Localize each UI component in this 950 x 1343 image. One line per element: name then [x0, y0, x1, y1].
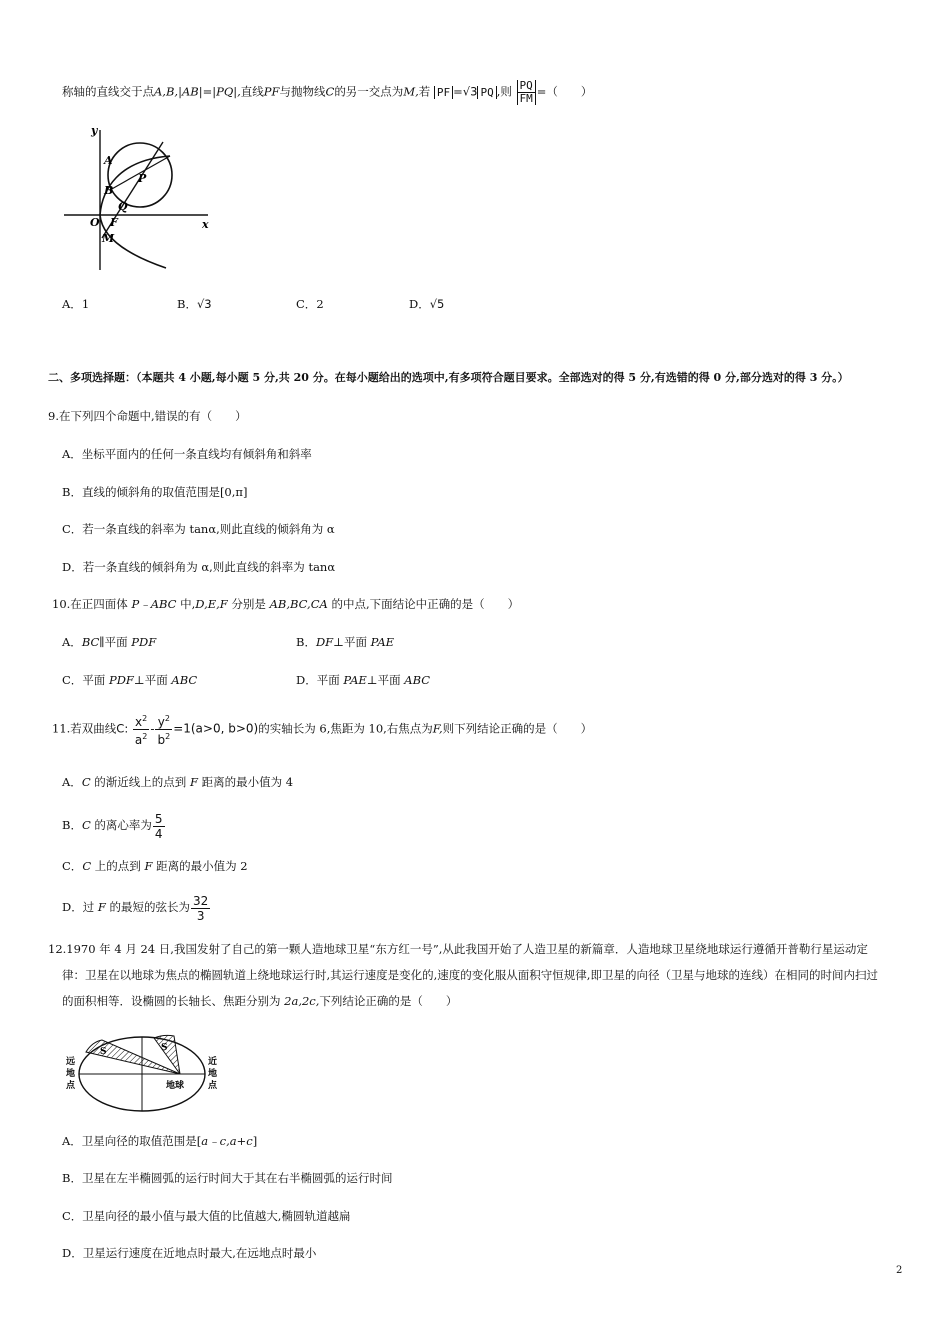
- q8-figure: [58, 120, 228, 280]
- svg-text:S: S: [100, 1047, 107, 1057]
- q10-option-b[interactable]: B．DF⊥平面 PAE: [296, 635, 395, 649]
- svg-text:A: A: [104, 154, 113, 167]
- q11-stem: 11.若双曲线C: $\frac{x^2}{a^2}$ - $\frac{y^2}{b^2}$ =1(a>0, b>0)的实轴长为 6,焦距为 10,右焦点为F,则下列结论正确的是（ ）: [52, 714, 593, 747]
- svg-text:F: F: [110, 216, 118, 229]
- page-number: 2: [896, 1265, 903, 1276]
- svg-text:地: 地: [66, 1069, 76, 1079]
- q12-option-b[interactable]: B．卫星在左半椭圆弧的运行时间大于其在右半椭圆弧的运行时间: [62, 1171, 393, 1185]
- q11-option-a[interactable]: A．C 的渐近线上的点到 F 距离的最小值为 4: [62, 775, 294, 789]
- q8-fraction: $\frac{PQ}{FM}$: [517, 80, 536, 105]
- section2-heading: 二、多项选择题：（本题共 4 小题,每小题 5 分,共 20 分。在每小题给出的选项中,有多项符合题目要求。全部选对的得 5 分,有选错的得 0 分,部分选对的得 3 分。）: [48, 371, 849, 384]
- q11-option-d[interactable]: D．过 F 的最短的弦长为 $\frac{32}{3}$: [62, 893, 209, 923]
- svg-text:点: 点: [66, 1081, 76, 1091]
- svg-text:B: B: [104, 184, 114, 197]
- q12-line2: 律：卫星在以地球为焦点的椭圆轨道上绕地球运行时,其运行速度是变化的,速度的变化服从面积守恒规律,即卫星的向径（卫星与地球的连线）在相同的时间内扫过: [62, 968, 878, 982]
- svg-text:S: S: [161, 1043, 168, 1053]
- svg-text:近: 近: [208, 1057, 218, 1067]
- q12-option-a[interactable]: A．卫星向径的取值范围是[a﹣c,a+c]: [62, 1134, 258, 1148]
- svg-text:Q: Q: [118, 200, 128, 213]
- q9-option-b[interactable]: B．直线的倾斜角的取值范围是[0,π]: [62, 485, 248, 499]
- q12-figure: [62, 1022, 222, 1118]
- q10-option-a[interactable]: A．BC∥平面 PDF: [62, 635, 157, 649]
- q10-option-d[interactable]: D．平面 PAE⊥平面 ABC: [296, 673, 431, 687]
- q12-option-c[interactable]: C．卫星向径的最小值与最大值的比值越大,椭圆轨道越扁: [62, 1209, 351, 1223]
- svg-text:地球: 地球: [166, 1081, 185, 1091]
- parabola: [100, 156, 170, 268]
- q8-option-a[interactable]: A．1: [62, 297, 90, 311]
- svg-text:y: y: [91, 124, 98, 137]
- q12-line1: 12.1970 年 4 月 24 日,我国发射了自己的第一颗人造地球卫星“东方红一号”,从此我国开始了人造卫星的新篇章．人造地球卫星绕地球运行遵循开普勒行星运动定: [48, 942, 868, 956]
- svg-text:地: 地: [208, 1069, 218, 1079]
- q11-option-b[interactable]: B．C 的离心率为 $\frac{5}{4}$: [62, 811, 163, 841]
- svg-text:x: x: [202, 218, 209, 231]
- q8-stem: 称轴的直线交于点A,B,|AB|=|PQ|,直线PF与抛物线C的另一交点为M,若 PF =√3 PQ ,则 $\frac{PQ}{FM}$ =（ ）: [62, 79, 593, 105]
- q11-option-c[interactable]: C．C 上的点到 F 距离的最小值为 2: [62, 859, 248, 873]
- q9-option-a[interactable]: A．坐标平面内的任何一条直线均有倾斜角和斜率: [62, 447, 312, 461]
- q9-option-c[interactable]: C．若一条直线的斜率为 tanα,则此直线的倾斜角为 α: [62, 522, 335, 536]
- svg-text:M: M: [102, 232, 115, 245]
- q10-stem: 10.在正四面体 P﹣ABC 中,D,E,F 分别是 AB,BC,CA 的中点,下面结论中正确的是（ ）: [52, 597, 520, 611]
- q12-line3: 的面积相等．设椭圆的长轴长、焦距分别为 2a,2c,下列结论正确的是（ ）: [62, 994, 458, 1008]
- q10-option-c[interactable]: C．平面 PDF⊥平面 ABC: [62, 673, 198, 687]
- svg-text:P: P: [138, 172, 147, 185]
- q11-frac-y: $\frac{y^2}{b^2}$: [157, 714, 171, 747]
- svg-text:O: O: [90, 216, 100, 229]
- q9-option-d[interactable]: D．若一条直线的倾斜角为 α,则此直线的斜率为 tanα: [62, 560, 336, 574]
- q8-option-d[interactable]: D．√5: [409, 297, 445, 311]
- q8-option-b[interactable]: B．√3: [177, 297, 212, 311]
- svg-text:远: 远: [66, 1057, 76, 1067]
- q11-frac-x: $\frac{x^2}{a^2}$: [134, 714, 148, 747]
- q8-option-c[interactable]: C．2: [296, 297, 324, 311]
- q11-frac-5-4: $\frac{5}{4}$: [154, 811, 163, 841]
- q11-frac-32-3: $\frac{32}{3}$: [193, 893, 209, 923]
- q9-stem: 9.在下列四个命题中,错误的有（ ）: [48, 409, 247, 423]
- svg-text:点: 点: [208, 1081, 218, 1091]
- q12-option-d[interactable]: D．卫星运行速度在近地点时最大,在远地点时最小: [62, 1246, 317, 1260]
